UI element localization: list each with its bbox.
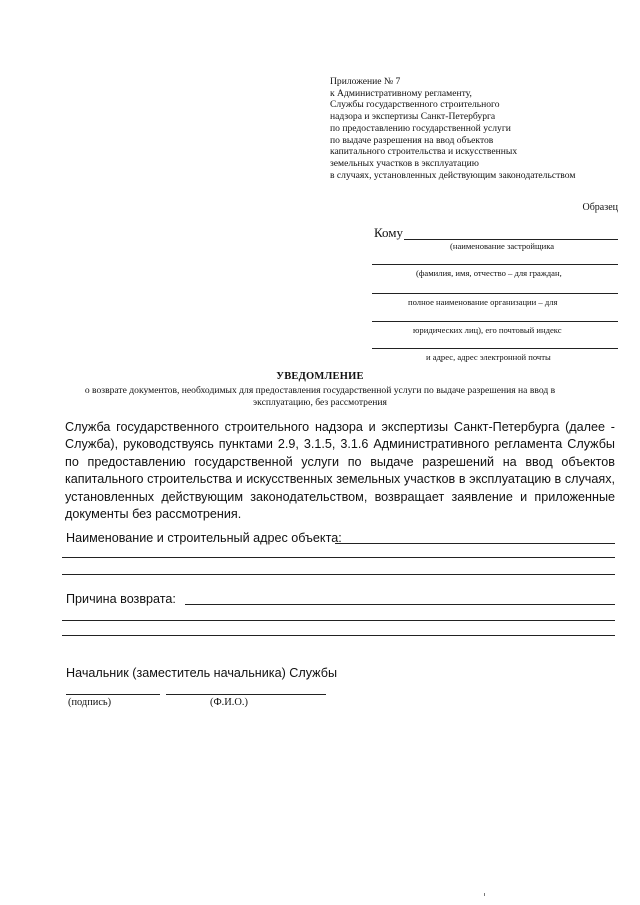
return-reason-label: Причина возврата: <box>66 592 176 606</box>
full-name-caption: (Ф.И.О.) <box>210 697 248 708</box>
return-reason-line-3 <box>62 635 615 636</box>
addressee-line-3 <box>372 293 618 294</box>
addressee-line-2 <box>372 264 618 265</box>
signature-caption: (подпись) <box>68 697 112 708</box>
addressee-hint: (фамилия, имя, отчество – для граждан, <box>416 268 562 278</box>
addressee-hint: полное наименование организации – для <box>408 297 558 307</box>
appendix-line: надзора и экспертизы Санкт-Петербурга <box>330 111 496 123</box>
notice-title: УВЕДОМЛЕНИЕ <box>276 371 364 382</box>
object-address-label: Наименование и строительный адрес объекта: <box>66 531 342 545</box>
appendix-line: Службы государственного строительного <box>330 99 500 111</box>
object-address-line-2 <box>62 557 615 558</box>
sample-label: Образец <box>582 202 618 213</box>
addressee-hint: юридических лиц), его почтовый индекс <box>413 325 562 335</box>
addressee-label: Кому <box>374 225 404 240</box>
addressee-hint: (наименование застройщика <box>450 241 555 251</box>
notice-body-text: Служба государственного строительного надзора и экспертизы Санкт-Петербурга (далее - Служба), руководствуясь пунктами 2.9, 3.1.5, 3.1.6 Административного регламента Службы по предоставлению государственной услуги по выдаче разрешений на ввод объектов капитального строительства и искусственных земельных участков в эксплуатацию в случаях, установленных действующим законодательством, возвращает заявление и приложенные документы без рассмотрения. <box>65 420 615 522</box>
return-reason-line-2 <box>62 620 615 621</box>
appendix-line: земельных участков в эксплуатацию <box>330 157 479 169</box>
object-address-line-1 <box>335 543 615 544</box>
appendix-line: капитального строительства и искусственных <box>330 146 518 158</box>
scan-speck <box>484 893 485 896</box>
appendix-line: к Административному регламенту, <box>330 87 472 99</box>
object-address-line-3 <box>62 574 615 575</box>
appendix-line: по выдаче разрешения на ввод объектов <box>330 134 494 146</box>
appendix-header <box>330 76 630 181</box>
return-reason-line-1 <box>185 604 615 605</box>
addressee-hint: и адрес, адрес электронной почты <box>426 352 551 362</box>
addressee-line-1 <box>404 239 618 240</box>
appendix-line: по предоставлению государственной услуги <box>330 122 511 134</box>
appendix-line: в случаях, установленных действующим законодательством <box>330 169 576 181</box>
addressee-line-4 <box>372 321 618 322</box>
signature-line <box>66 694 160 695</box>
appendix-line: Приложение № 7 <box>330 76 401 87</box>
full-name-line <box>166 694 326 695</box>
addressee-line-5 <box>372 348 618 349</box>
official-position: Начальник (заместитель начальника) Службы <box>66 666 337 680</box>
notice-subtitle: о возврате документов, необходимых для предоставления государственной услуги по выдаче разрешения на ввод в эксплуатацию, без рассмотрения <box>84 385 556 408</box>
